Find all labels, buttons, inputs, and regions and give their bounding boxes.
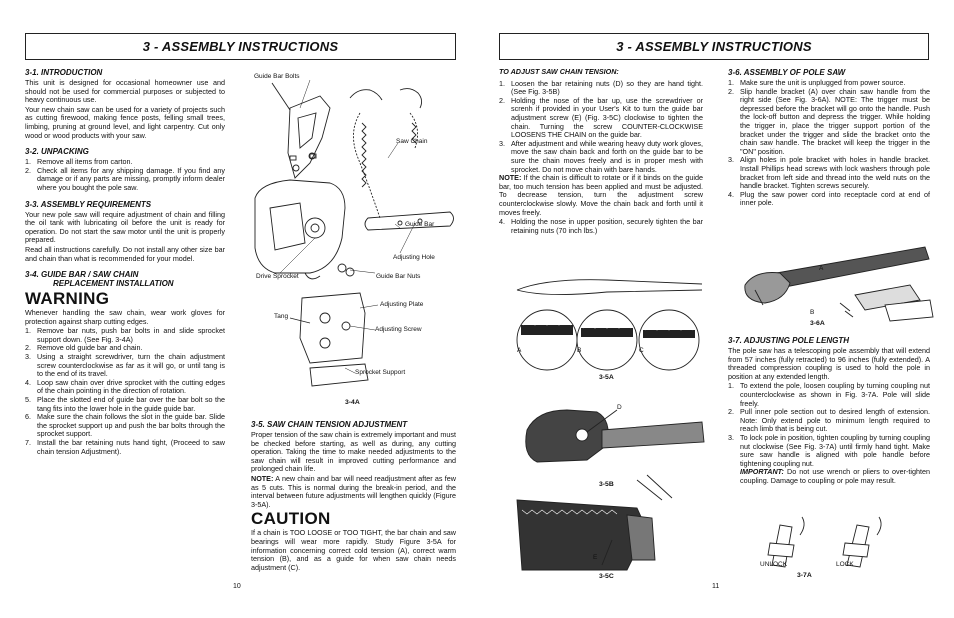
caution-text: If a chain is TOO LOOSE or TOO TIGHT, the bar chain and saw bearings will wear more rapidly. Study Figure 3-5A for information concerning correct cold tension (A), correct warm tension (B), and as a guide for when saw chain needs adjustment (C). xyxy=(251,528,456,572)
right-text-column-2 xyxy=(728,68,930,208)
left-page-header xyxy=(25,33,456,60)
list-item: 4. Holding the nose in upper position, securely tighten the bar retaining nuts (70 inch lbs.) xyxy=(499,217,703,235)
right-text-column-1 xyxy=(499,68,703,235)
label-adjusting-hole: Adjusting Hole xyxy=(393,254,435,261)
caption-3-4a: 3-4A xyxy=(345,399,360,406)
page-number-right: 11 xyxy=(712,583,720,590)
requirements-paragraph-2: Read all instructions carefully. Do not install any other size bar and chain than what is recommended for your model. xyxy=(25,244,225,263)
caption-3-6a: 3-6A xyxy=(810,320,825,327)
list-item: 2. Remove old guide bar and chain. xyxy=(25,343,143,353)
tension-note: NOTE: A new chain and bar will need readjustment after as few as 5 cuts. This is normal during the break-in period, and the interval between future adjustments will lengthen quickly (Figure 3-5A). xyxy=(251,473,456,509)
list-item: 3. To lock pole in position, tighten coupling by turning coupling nut clockwise (See Fig. 3-7A) until firmly hand tight. Make sure saw handle is aligned with pole handle before tightening coupling nut. xyxy=(728,432,930,468)
right-page xyxy=(477,0,954,618)
exploded-saw-diagram xyxy=(250,68,460,413)
important-note: IMPORTANT: Do not use wrench or pliers to over-tighten coupling. Damage to coupling or pole may result. xyxy=(740,467,930,485)
right-text-column-3 xyxy=(728,336,930,487)
intro-paragraph-2: Your new chain saw can be used for a variety of projects such as cutting firewood, making fence posts, felling small trees, limbing, pruning at ground level, and light carpentry. Cut only wood or wood products with your saw. xyxy=(25,104,225,140)
right-header-title: 3 - ASSEMBLY INSTRUCTIONS xyxy=(616,39,812,54)
list-item: 4. Plug the saw power cord into receptacle cord at end of inner pole. xyxy=(728,189,930,208)
adjust-tension-title: TO ADJUST SAW CHAIN TENSION: xyxy=(499,67,619,76)
page-number-left: 10 xyxy=(233,583,241,590)
section-title-chain-tension: 3-5. SAW CHAIN TENSION ADJUSTMENT xyxy=(251,420,408,429)
caption-3-5c: 3-5C xyxy=(599,573,614,580)
chain-tension-diagrams xyxy=(507,270,707,588)
label-d: D xyxy=(617,404,622,411)
label-c: C xyxy=(639,347,644,354)
label-lock: LOCK xyxy=(836,561,854,568)
requirements-paragraph-1: Your new pole saw will require adjustment of chain and filling the oil tank with lubricating oil before the unit is ready for operation. Do not start the saw motor until the unit is properly prepared. xyxy=(25,209,225,245)
label-tang: Tang xyxy=(274,313,289,320)
list-item: 3. Align holes in pole bracket with holes in handle bracket. Install Phillips head screws with lock washers through pole bracket from left side and thread into the weld nuts on the handle bracket. Tighten screws securely. xyxy=(728,155,930,191)
label-guide-bar-nuts: Guide Bar Nuts xyxy=(376,273,421,280)
caption-3-5b: 3-5B xyxy=(599,481,614,488)
pole-length-paragraph: The pole saw has a telescoping pole assembly that will extend from 57 inches (fully retracted) to 96 inches (fully extended). A threaded compression coupling is used to hold the pole in position at any extended length. xyxy=(728,346,930,381)
list-item: 4. Loop saw chain over drive sprocket with the cutting edges of the chain pointing in the direction of rotation. xyxy=(25,377,225,396)
label-fig6-a: A xyxy=(819,265,824,272)
caption-3-5a: 3-5A xyxy=(599,374,614,381)
list-item: 3. After adjustment and while wearing heavy duty work gloves, move the saw chain back and forth on the guide bar to be sure the chain moves freely and is in proper mesh with sprocket. Do not move chain with bare hands. xyxy=(499,138,703,174)
section-title-unpacking: 3-2. UNPACKING xyxy=(25,147,89,157)
list-item: 2. Pull inner pole section out to desired length of extension. Note: Only extend pole to minimum length required to reach limb that is being cut. xyxy=(728,407,930,434)
list-item: 1. Loosen the bar retaining nuts (D) so they are hand tight. (See Fig. 3-5B) xyxy=(499,78,703,97)
adjust-tension-list-cont xyxy=(499,218,703,235)
label-e: E xyxy=(593,554,598,561)
pole-bracket-diagram xyxy=(735,245,935,333)
section-title-guide-bar: 3-4. GUIDE BAR / SAW CHAIN REPLACEMENT INSTALLATION xyxy=(25,270,174,289)
guide-bar-list xyxy=(25,327,225,456)
list-item: 2. Holding the nose of the bar up, use the screwdriver or screnh if provided in your User's Kit to turn the guide bar adjustment screw (E) (Fig. 3-5C) clockwise to tighten the chain. Turning the screw COUNTER-CLOCKWISE LOOSENS THE CHAIN on the guide bar. xyxy=(499,95,703,140)
list-item: 1. Make sure the unit is unplugged from power source. xyxy=(728,78,906,87)
intro-paragraph-1: This unit is designed for occasional homeowner use and should not be used for commercial purposes or subjected to heavy continuous use. xyxy=(25,78,225,105)
left-tension-column xyxy=(251,420,456,573)
label-drive-sprocket: Drive Sprocket xyxy=(256,273,299,280)
label-guide-bar-bolts: Guide Bar Bolts xyxy=(254,73,300,80)
list-item: 5. Place the slotted end of guide bar over the bar bolt so the tang fits into the lower hole in the guide guide bar. xyxy=(25,395,225,413)
label-b: B xyxy=(577,347,582,354)
left-text-column xyxy=(25,68,225,456)
figure-3-4a xyxy=(250,68,460,413)
adjust-tension-list xyxy=(499,80,703,175)
list-item: 1. Remove all items from carton. xyxy=(25,157,133,167)
list-item: 2. Slip handle bracket (A) over chain saw handle from the right side (See Fig. 3-6A). NOTE: The trigger must be depressed before the bracket will go onto the handle. Push the lock-off button and depress the trigger. While holding the trigger in, place the trigger support portion of the bracket under the trigger and slide the bracket onto the chain saw handle. The bracket will keep the trigger in the "ON" position. xyxy=(728,86,930,156)
unpacking-list xyxy=(25,158,225,192)
pole-length-list xyxy=(728,382,930,468)
section-title-pole-length: 3-7. ADJUSTING POLE LENGTH xyxy=(728,336,850,345)
figure-3-6a xyxy=(735,245,935,333)
list-item: 1. Remove bar nuts, push bar bolts in and slide sprocket support down. (See Fig. 3-4A) xyxy=(25,326,225,344)
left-header-title: 3 - ASSEMBLY INSTRUCTIONS xyxy=(142,39,339,54)
label-a: A xyxy=(517,347,522,354)
label-fig6-b: B xyxy=(810,309,815,316)
caption-3-7a: 3-7A xyxy=(797,572,812,579)
figure-3-7a xyxy=(752,515,922,585)
label-unlock: UNLOCK xyxy=(760,561,788,568)
tension-paragraph: Proper tension of the saw chain is extremely important and must be checked before starting, as well as during, any cutting operation. Taking the time to make needed adjustments to the saw chain will result in improved cutting performance and prolonged chain life. xyxy=(251,430,456,474)
list-item: 3. Using a straight screwdriver, turn the chain adjustment screw counterclockwise as far as it will go, or until tang is to the end of its travel. xyxy=(25,352,225,379)
label-adjusting-screw: Adjusting Screw xyxy=(375,326,422,333)
section-title-requirements: 3-3. ASSEMBLY REQUIREMENTS xyxy=(25,199,152,209)
list-item: 1. To extend the pole, loosen coupling by turning coupling nut counterclockwise as shown in Fig. 3-7A. Pole will slide freely. xyxy=(728,381,930,408)
label-sprocket-support: Sprocket Support xyxy=(355,369,406,376)
label-saw-chain: Saw Chain xyxy=(396,138,428,145)
list-item: 2. Check all items for any shipping damage. If you find any damage or if any parts are missing, promptly inform dealer where you bought the pole saw. xyxy=(25,165,225,192)
label-guide-bar: Guide Bar xyxy=(405,221,435,228)
caution-heading: CAUTION xyxy=(251,509,331,529)
warning-text: Whenever handling the saw chain, wear work gloves for protection against sharp cutting edges. xyxy=(25,308,225,326)
adjust-note: NOTE: If the chain is difficult to rotate or if it binds on the guide bar, too much tension has been applied and must be adjusted. To decrease tension, turn the adjustment screw counterclockwise slowly. Move the chain back and forth until it moves freely. xyxy=(499,173,703,217)
warning-heading: WARNING xyxy=(25,289,110,309)
pole-saw-list xyxy=(728,79,930,208)
right-page-header xyxy=(499,33,929,60)
section-title-pole-saw: 3-6. ASSEMBLY OF POLE SAW xyxy=(728,68,846,77)
figures-3-5 xyxy=(507,270,707,588)
section-title-introduction: 3-1. INTRODUCTION xyxy=(25,68,103,77)
label-adjusting-plate: Adjusting Plate xyxy=(380,301,424,308)
list-item: 7. Install the bar retaining nuts hand tight, (Proceed to saw chain tension Adjustment). xyxy=(25,438,225,456)
list-item: 6. Make sure the chain follows the slot in the guide bar. Slide the sprocket support up and push the bar bolts through the sprocket support. xyxy=(25,412,225,439)
